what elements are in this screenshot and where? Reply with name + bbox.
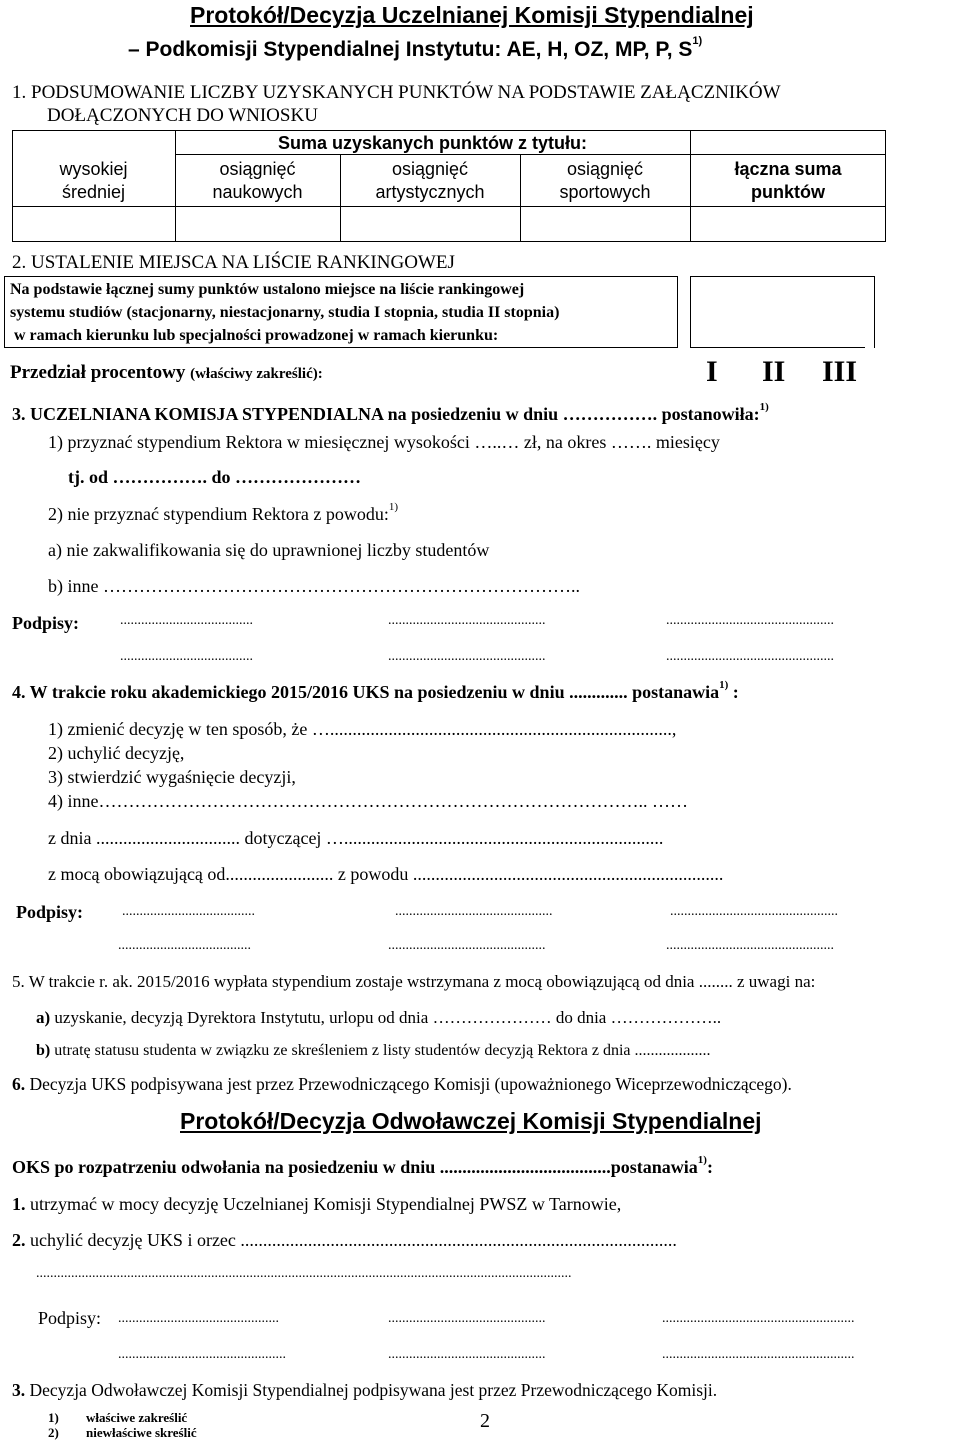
- appeal-item1-text: utrzymać w mocy decyzję Uczelnianej Komisji Stypendialnej PWSZ w Tarnowie,: [25, 1194, 622, 1214]
- page-number: 2: [480, 1410, 490, 1432]
- col-artistic-header: [340, 158, 520, 204]
- col-scientific-line2: naukowych: [212, 182, 303, 202]
- section3-footnote-mark: 1): [759, 401, 769, 413]
- section1-heading-line1: 1. PODSUMOWANIE LICZBY UZYSKANYCH PUNKTÓW NA PODSTAWIE ZAŁĄCZNIKÓW: [12, 82, 781, 103]
- appeal-heading: [12, 1154, 713, 1178]
- subtitle-text: – Podkomisji Stypendialnej Instytutu: AE, H, OZ, MP, P, S: [128, 38, 693, 61]
- percentage-range-label: [10, 362, 323, 384]
- col-artistic-line1: osiągnięć: [391, 159, 469, 179]
- reason-not-qualified: a) nie zakwalifikowania się do uprawnionej liczby studentów: [48, 540, 490, 560]
- other-decision-line: 4) inne……………………………………………………………………………….. ……: [48, 791, 688, 811]
- col-total-line2: punktów: [751, 182, 825, 202]
- section4-heading-colon: :: [732, 682, 739, 702]
- appeal-footnote-mark: 1): [697, 1154, 707, 1166]
- footnote-1: [48, 1410, 187, 1426]
- col-sports-line1: osiągnięć: [566, 159, 644, 179]
- deny-scholarship-line: [48, 501, 399, 525]
- col-average-line2: średniej: [61, 182, 126, 202]
- appeal-item2-text: uchylić decyzję UKS i orzec .................................................................................................: [25, 1230, 677, 1250]
- col-average-header: [12, 158, 175, 204]
- section5-line: 5. W trakcie r. ak. 2015/2016 wypłata stypendium zostaje wstrzymana z mocą obowiązującą od dnia ........ z uwagi na:: [12, 972, 816, 991]
- section4-signature-4: ......................................: [118, 938, 251, 953]
- revoke-decision-line: 2) uchylić decyzję,: [48, 743, 185, 763]
- footnote-1-number: 1): [48, 1410, 59, 1425]
- section3-signature-3: ................................................: [666, 613, 834, 628]
- appeal-uphold-line: [12, 1194, 621, 1215]
- section4-heading: [12, 679, 739, 703]
- section3-signature-6: ................................................: [666, 649, 834, 664]
- decision-date-line: z dnia ................................ dotyczącej ….......................................................................: [48, 828, 664, 848]
- section6-text: Decyzja UKS podpisywana jest przez Przewodniczącego Komisji (upoważnionego Wiceprzewodniczącego).: [25, 1074, 792, 1094]
- appeal-signatures-label: Podpisy:: [38, 1308, 102, 1328]
- range-option-1[interactable]: I: [706, 355, 718, 388]
- grant-scholarship-line: 1) przyznać stypendium Rektora w miesięcznej wysokości …..… zł, na okres ……. miesięcy: [48, 432, 720, 452]
- ranking-line2: systemu studiów (stacjonarny, niestacjonarny, studia I stopnia, studia II stopnia): [10, 304, 560, 321]
- appeal-signature-6: .......................................................: [662, 1347, 855, 1362]
- col-scientific-line1: osiągnięć: [219, 159, 296, 179]
- deny-footnote-mark: 1): [388, 501, 399, 513]
- col-average-line1: wysokiej: [59, 159, 128, 179]
- section1-heading-line2: DOŁĄCZONYCH DO WNIOSKU: [47, 105, 318, 126]
- footnote-1-text: właściwe zakreślić: [86, 1410, 188, 1425]
- table-group-header: Suma uzyskanych punktów z tytułu:: [277, 133, 588, 153]
- appeal-signature-5: .............................................: [388, 1347, 546, 1362]
- suspension-item-a-letter: a): [36, 1008, 51, 1027]
- section4-footnote-mark: 1): [719, 679, 729, 691]
- section2-heading: 2. USTALENIE MIEJSCA NA LIŚCIE RANKINGOWEJ: [12, 252, 455, 273]
- appeal-revoke-continuation: .........................................................................................................................................................: [36, 1266, 572, 1281]
- appeal-item2-number: 2.: [12, 1230, 26, 1250]
- section3-signatures-label: Podpisy:: [12, 613, 80, 633]
- appeal-signature-4: ................................................: [118, 1347, 286, 1362]
- col-total-header: [690, 158, 886, 204]
- section3-heading: [12, 401, 769, 425]
- suspension-item-b-letter: b): [36, 1042, 51, 1059]
- appeal-item3-number: 3.: [12, 1380, 26, 1400]
- suspension-leave-line: [36, 1008, 721, 1028]
- section3-signature-5: .............................................: [388, 649, 546, 664]
- section4-signature-2: .............................................: [395, 904, 553, 919]
- appeal-item3-line: [12, 1380, 717, 1401]
- section3-signature-4: ......................................: [120, 649, 253, 664]
- section4-signature-1: ......................................: [122, 904, 255, 919]
- section4-signature-5: .............................................: [388, 938, 546, 953]
- subtitle-footnote-mark: 1): [692, 35, 703, 47]
- change-decision-line: 1) zmienić decyzję w ten sposób, że …............................................................................,: [48, 719, 677, 739]
- section3-signature-1: ......................................: [120, 613, 253, 628]
- deny-scholarship-text: 2) nie przyznać stypendium Rektora z powodu:: [48, 504, 389, 524]
- document-subtitle: [128, 35, 703, 62]
- section4-signature-3: ................................................: [670, 904, 838, 919]
- range-label-text: Przedział procentowy: [10, 362, 186, 383]
- section4-heading-text: 4. W trakcie roku akademickiego 2015/2016 UKS na posiedzeniu w dniu ............. postanawia: [12, 682, 720, 702]
- section3-signature-2: .............................................: [388, 613, 546, 628]
- range-note-text: (właściwy zakreślić):: [190, 366, 323, 382]
- appeal-title: Protokół/Decyzja Odwoławczej Komisji Stypendialnej: [180, 1108, 762, 1134]
- section4-signature-6: ................................................: [666, 938, 834, 953]
- col-sports-header: [520, 158, 690, 204]
- range-option-3[interactable]: III: [822, 355, 858, 388]
- appeal-heading-text: OKS po rozpatrzeniu odwołania na posiedzeniu w dniu ......................................postanawia: [12, 1157, 698, 1177]
- grant-dates-line: tj. od ……………. do …………………: [68, 467, 362, 487]
- footnote-2-text: niewłaściwe skreślić: [86, 1425, 197, 1440]
- appeal-signature-3: .......................................................: [662, 1311, 855, 1326]
- appeal-signature-1: ..............................................: [118, 1311, 279, 1326]
- decision-effect-line: z mocą obowiązującą od........................ z powodu .....................................................................: [48, 864, 724, 884]
- col-total-line1: łączna suma: [734, 159, 842, 179]
- footnote-2: [48, 1425, 197, 1441]
- appeal-revoke-line: [12, 1230, 677, 1251]
- appeal-item1-number: 1.: [12, 1194, 26, 1214]
- section3-heading-text: 3. UCZELNIANA KOMISJA STYPENDIALNA na posiedzeniu w dniu ……………. postanowiła:: [12, 404, 760, 424]
- appeal-item3-text: Decyzja Odwoławczej Komisji Stypendialnej podpisywana jest przez Przewodniczącego Komisji.: [25, 1380, 718, 1400]
- appeal-heading-colon: :: [706, 1157, 713, 1177]
- suspension-item-b-text: utratę statusu studenta w związku ze skreśleniem z listy studentów decyzją Rektora z dnia ...................: [50, 1042, 711, 1059]
- section6-line: [12, 1074, 792, 1095]
- ranking-line3: w ramach kierunku lub specjalności prowadzonej w ramach kierunku:: [14, 327, 499, 344]
- footnote-2-number: 2): [48, 1425, 59, 1440]
- expiry-decision-line: 3) stwierdzić wygaśnięcie decyzji,: [48, 767, 296, 787]
- col-sports-line2: sportowych: [559, 182, 651, 202]
- section4-signatures-label: Podpisy:: [16, 902, 84, 922]
- col-artistic-line2: artystycznych: [375, 182, 485, 202]
- ranking-line1: Na podstawie łącznej sumy punktów ustalono miejsce na liście rankingowej: [10, 281, 525, 298]
- suspension-status-line: [36, 1042, 711, 1060]
- reason-other: b) inne ……………………………………………………………………..: [48, 576, 580, 596]
- range-option-2[interactable]: II: [762, 355, 786, 388]
- suspension-item-a-text: uzyskanie, decyzją Dyrektora Instytutu, urlopu od dnia ………………… do dnia ………………..: [50, 1008, 722, 1027]
- section6-number: 6.: [12, 1074, 26, 1094]
- col-scientific-header: [175, 158, 340, 204]
- document-title: Protokół/Decyzja Uczelnianej Komisji Stypendialnej: [190, 2, 754, 28]
- appeal-signature-2: .............................................: [388, 1311, 546, 1326]
